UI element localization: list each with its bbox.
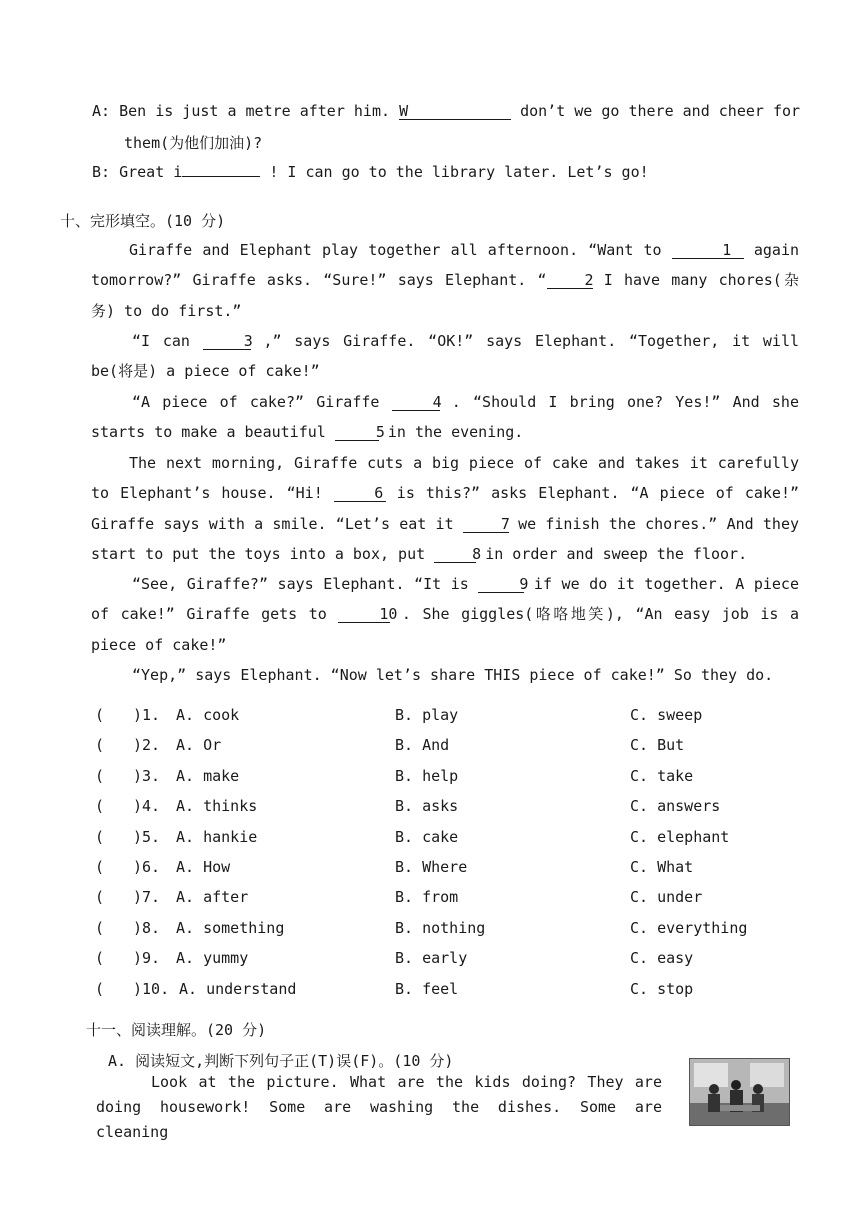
cloze-paragraph: [91, 387, 799, 448]
dialogue-line-a: [92, 102, 800, 120]
option-c[interactable]: C. take: [630, 767, 694, 785]
paragraph-text: . “Should I bring one? Yes!” And she starts to make a beautiful: [91, 393, 799, 442]
question-row: [95, 828, 815, 858]
paragraph-text: . She giggles(咯咯地笑), “An easy job is a piece of cake!”: [91, 605, 800, 654]
paragraph-text: if we do it together. A piece of cake!” Giraffe gets to: [91, 575, 799, 624]
option-c[interactable]: C. But: [630, 736, 685, 754]
option-a[interactable]: A. hankie: [176, 828, 258, 846]
answer-blank[interactable]: [399, 104, 511, 120]
paragraph-text: “A piece of cake?” Giraffe: [132, 393, 380, 411]
answer-paren[interactable]: (: [95, 888, 105, 906]
answer-paren[interactable]: (: [95, 919, 105, 937]
question-row: [95, 767, 815, 797]
dialogue-text: ! I can go to the library later. Let’s go!: [269, 163, 649, 181]
blank-10[interactable]: 10: [338, 607, 390, 623]
blank-4[interactable]: 4: [392, 395, 440, 411]
cloze-paragraph-last: “Yep,” says Elephant. “Now let’s share THIS piece of cake!” So they do.: [132, 666, 774, 684]
answer-paren[interactable]: (: [95, 949, 105, 967]
paragraph-text: again tomorrow?” Giraffe asks. “Sure!” says Elephant. “: [91, 241, 800, 290]
answer-paren[interactable]: (: [95, 767, 105, 785]
housework-picture: [689, 1058, 790, 1126]
cloze-paragraph: [91, 569, 799, 660]
answer-paren[interactable]: (: [95, 706, 105, 724]
option-b[interactable]: B. from: [395, 888, 459, 906]
question-row: [95, 706, 815, 736]
blank-3[interactable]: 3: [203, 334, 251, 350]
dialogue-text: Ben is just a metre after him.: [119, 102, 391, 120]
question-row: [95, 919, 815, 949]
question-row: [95, 980, 815, 1010]
option-b[interactable]: B. play: [395, 706, 459, 724]
option-a[interactable]: A. make: [176, 767, 240, 785]
question-row: [95, 888, 815, 918]
option-b[interactable]: B. early: [395, 949, 468, 967]
paragraph-text: “I can: [132, 332, 190, 350]
dialogue-text: don’t we go there and cheer for: [520, 102, 801, 120]
question-number: )10.: [133, 980, 170, 998]
option-b[interactable]: B. help: [395, 767, 459, 785]
paragraph-text: in the evening.: [387, 423, 524, 442]
answer-paren[interactable]: (: [95, 736, 105, 754]
paragraph-text: Giraffe and Elephant play together all afternoon. “Want to: [129, 241, 662, 259]
option-a[interactable]: A. something: [176, 919, 285, 937]
option-b[interactable]: B. cake: [395, 828, 459, 846]
blank-5[interactable]: 5: [335, 425, 379, 441]
option-a[interactable]: A. after: [176, 888, 249, 906]
blank-8[interactable]: 8: [434, 547, 476, 563]
answer-paren[interactable]: (: [95, 858, 105, 876]
option-c[interactable]: C. What: [630, 858, 694, 876]
question-row: [95, 797, 815, 827]
option-b[interactable]: B. Where: [395, 858, 468, 876]
housework-illustration: [690, 1059, 789, 1125]
option-b[interactable]: B. And: [395, 736, 450, 754]
dialogue-line-a-cont: them(为他们加油)?: [124, 134, 263, 152]
option-a[interactable]: A. How: [176, 858, 231, 876]
question-number: )9.: [133, 949, 161, 967]
subsection-title: A. 阅读短文,判断下列句子正(T)误(F)。(10 分): [108, 1052, 454, 1070]
dialogue-line-b: [92, 163, 649, 181]
answer-blank[interactable]: [182, 176, 260, 177]
cloze-paragraph: [91, 235, 799, 326]
question-number: )2.: [133, 736, 161, 754]
paragraph-text: “See, Giraffe?” says Elephant. “It is: [132, 575, 469, 593]
dialogue-text: Great i: [119, 163, 183, 181]
option-c[interactable]: C. everything: [630, 919, 748, 937]
paragraph-text: I have many chores(杂务) to do first.”: [91, 271, 799, 320]
section-title: 十一、阅读理解。(20 分): [86, 1021, 267, 1039]
question-row: [95, 949, 815, 979]
paragraph-text: The next morning, Giraffe cuts a big piece of cake and takes it carefully to Elephant’s house. “Hi!: [91, 454, 799, 503]
option-c[interactable]: C. elephant: [630, 828, 730, 846]
option-a[interactable]: A. yummy: [176, 949, 249, 967]
question-row: [95, 858, 815, 888]
cloze-paragraph: [91, 326, 799, 387]
question-number: )1.: [133, 706, 161, 724]
answer-paren[interactable]: (: [95, 980, 105, 998]
paragraph-text: in order and sweep the floor.: [485, 545, 748, 564]
paragraph-text: is this?” asks Elephant. “A piece of cake!” Giraffe says with a smile. “Let’s eat it: [91, 484, 800, 533]
question-number: )3.: [133, 767, 161, 785]
paragraph-text: we finish the chores.” And they start to put the toys into a box, put: [91, 514, 800, 564]
option-b[interactable]: B. asks: [395, 797, 459, 815]
blank-hint: W: [399, 102, 409, 120]
question-row: [95, 736, 815, 766]
question-number: )6.: [133, 858, 161, 876]
blank-6[interactable]: 6: [334, 486, 386, 502]
paragraph-text: ,” says Giraffe. “OK!” says Elephant. “Together, it will be(将是) a piece of cake!”: [91, 332, 800, 381]
blank-1[interactable]: 1: [672, 243, 744, 259]
option-c[interactable]: C. stop: [630, 980, 694, 998]
reading-passage: Look at the picture. What are the kids doing? They are doing housework! Some are washing the dishes. Some are cleaning: [96, 1073, 662, 1141]
option-a[interactable]: A. Or: [176, 736, 222, 754]
option-b[interactable]: B. nothing: [395, 919, 486, 937]
question-number: )7.: [133, 888, 161, 906]
option-a[interactable]: A. thinks: [176, 797, 258, 815]
answer-paren[interactable]: (: [95, 797, 105, 815]
cloze-paragraph: [91, 448, 799, 570]
option-b[interactable]: B. feel: [395, 980, 459, 998]
question-number: )5.: [133, 828, 161, 846]
blank-2[interactable]: 2: [547, 273, 593, 289]
option-a[interactable]: A. understand: [179, 980, 297, 998]
speaker-b: B:: [92, 163, 111, 181]
blank-9[interactable]: 9: [478, 577, 524, 593]
question-number: )8.: [133, 919, 161, 937]
option-a[interactable]: A. cook: [176, 706, 240, 724]
option-c[interactable]: C. easy: [630, 949, 694, 967]
option-c[interactable]: C. under: [630, 888, 703, 906]
answer-paren[interactable]: (: [95, 828, 105, 846]
option-c[interactable]: C. sweep: [630, 706, 703, 724]
question-number: )4.: [133, 797, 161, 815]
section-title: 十、完形填空。(10 分): [60, 212, 226, 230]
speaker-a: A:: [92, 102, 111, 120]
blank-7[interactable]: 7: [463, 517, 509, 533]
option-c[interactable]: C. answers: [630, 797, 721, 815]
